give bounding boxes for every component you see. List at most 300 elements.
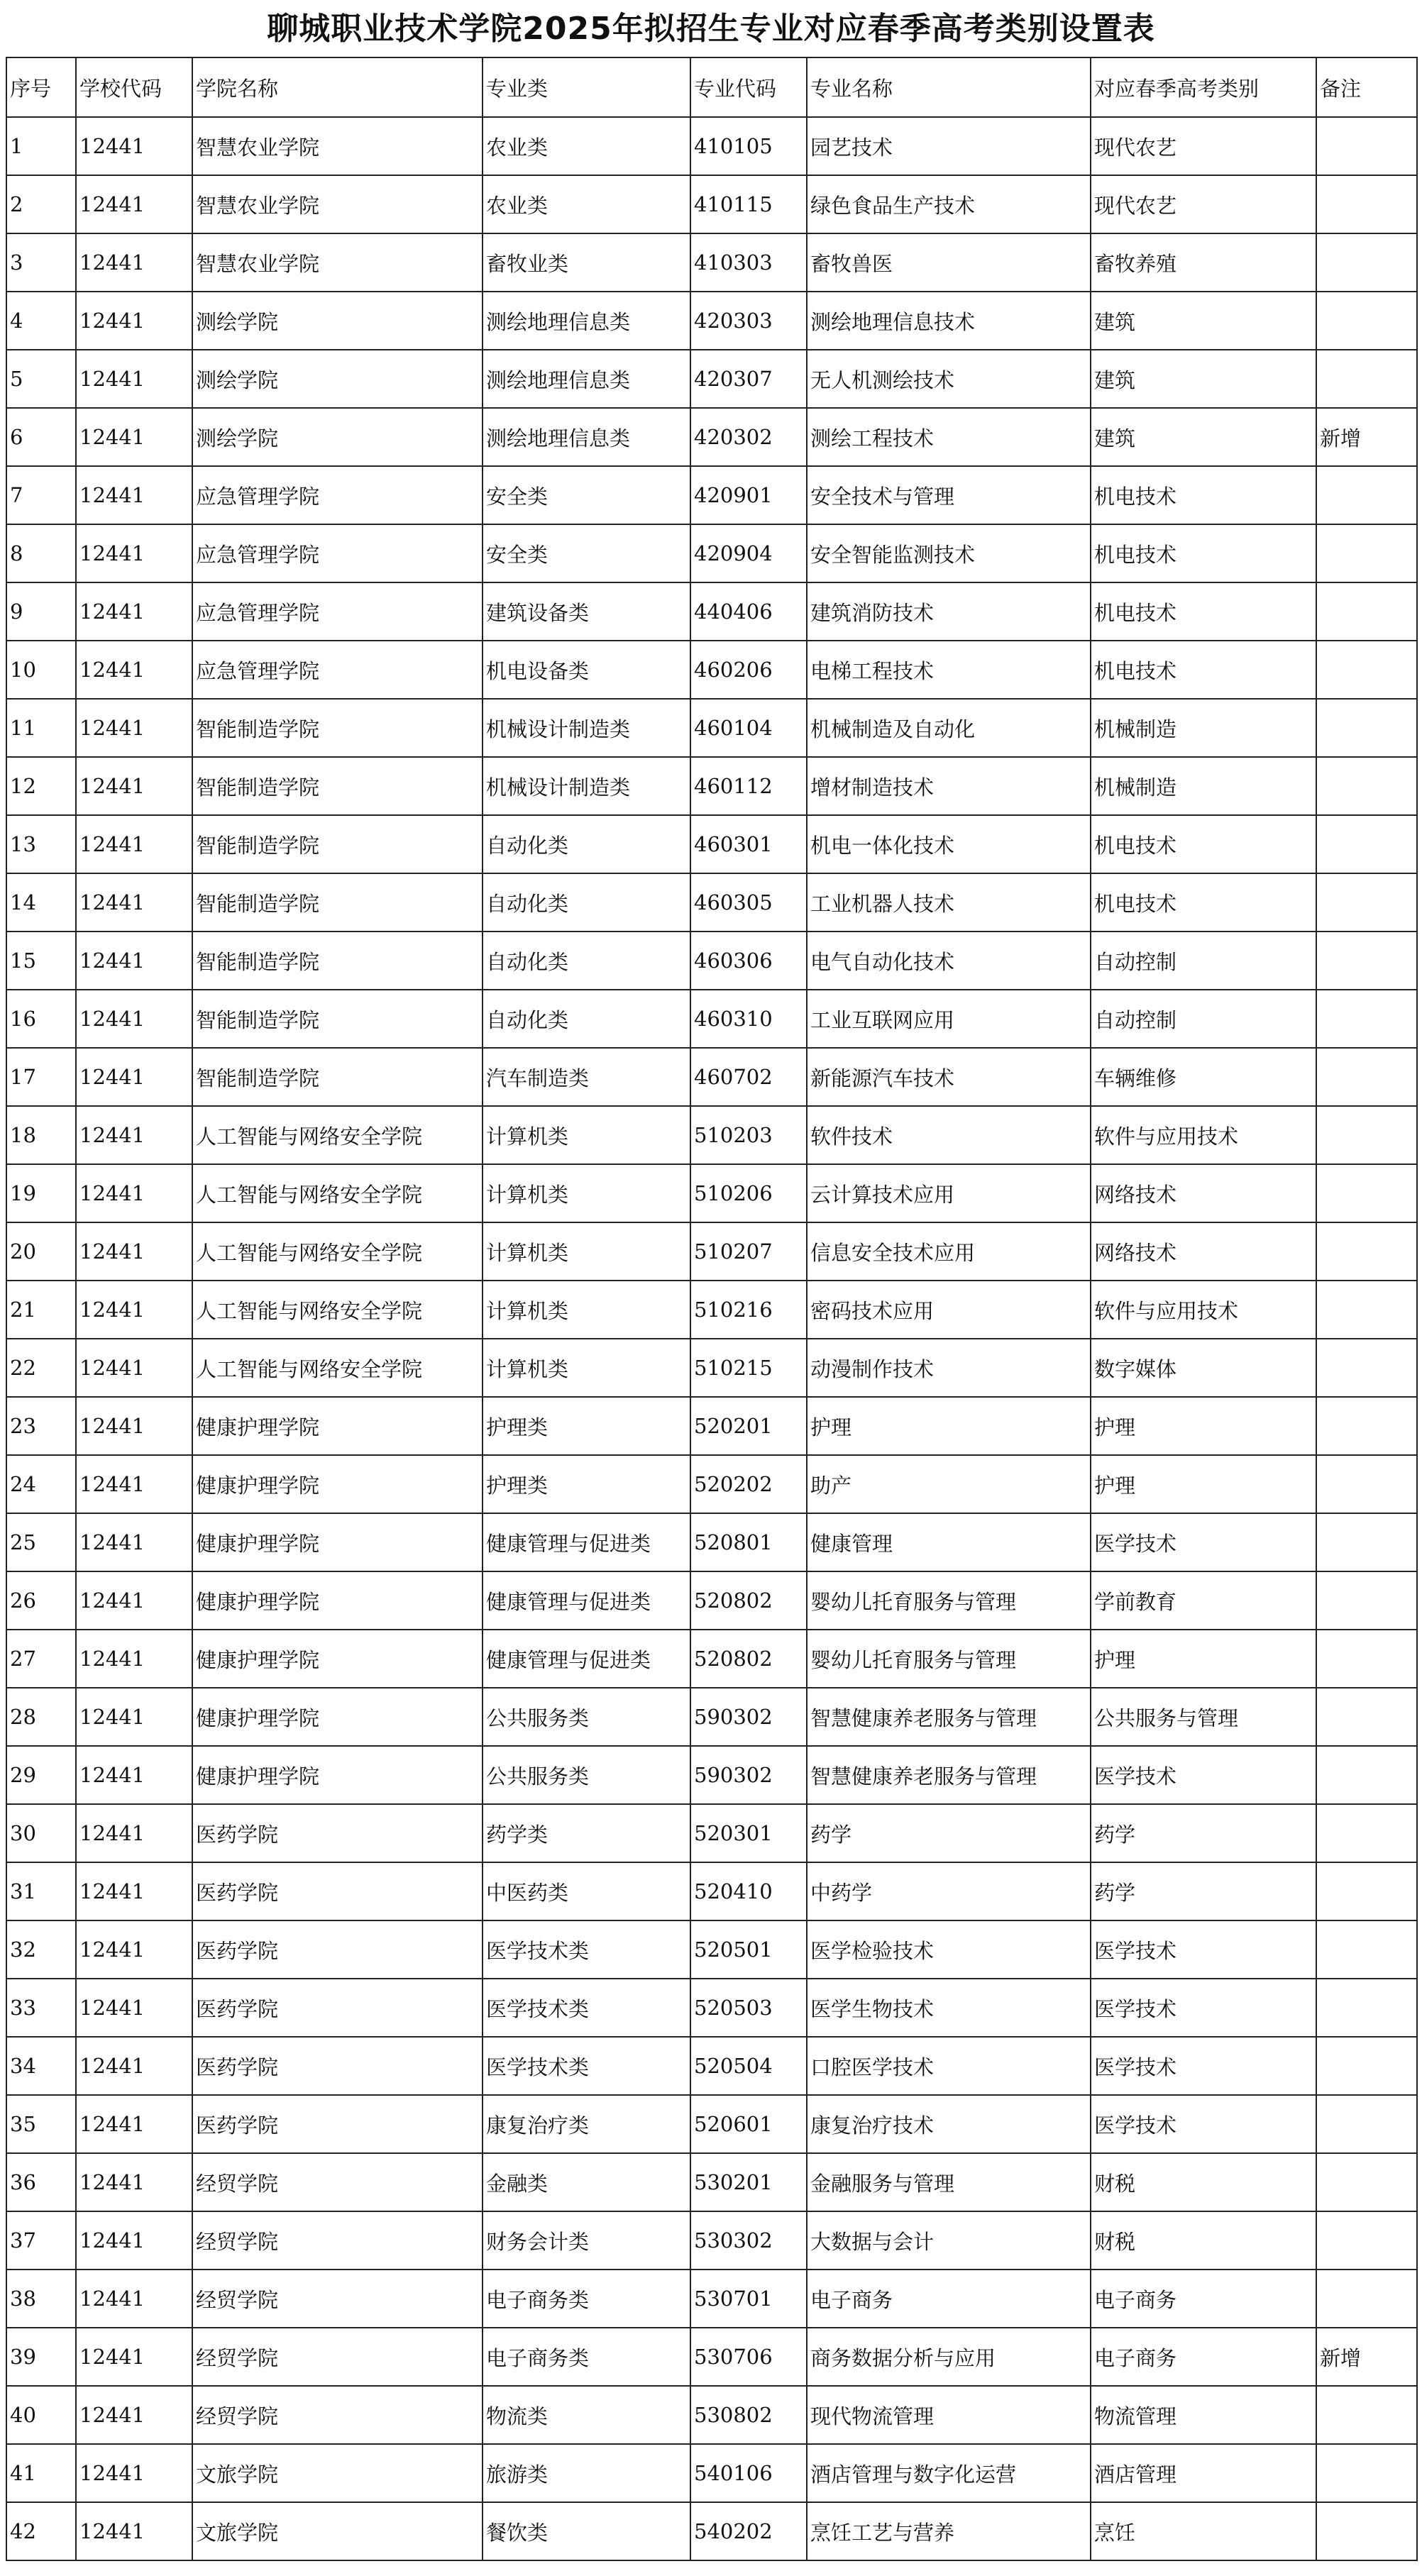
cell-major-code: 460206	[690, 641, 807, 699]
cell-major-name: 信息安全技术应用	[807, 1222, 1091, 1281]
cell-major-code: 510206	[690, 1164, 807, 1222]
cell-exam-category: 电子商务	[1091, 2270, 1316, 2328]
cell-exam-category: 机械制造	[1091, 757, 1316, 815]
cell-college-name: 测绘学院	[192, 350, 483, 408]
cell-major-category: 安全类	[483, 466, 690, 524]
cell-major-name: 无人机测绘技术	[807, 350, 1091, 408]
cell-school-code: 12441	[76, 932, 192, 990]
header-major-code: 专业代码	[690, 57, 807, 117]
cell-exam-category: 建筑	[1091, 350, 1316, 408]
cell-major-name: 智慧健康养老服务与管理	[807, 1746, 1091, 1804]
cell-index: 7	[6, 466, 76, 524]
cell-remarks	[1316, 990, 1417, 1048]
table-row	[6, 1630, 1417, 1688]
table-row	[6, 1339, 1417, 1397]
cell-school-code: 12441	[76, 408, 192, 466]
table-row	[6, 2153, 1417, 2211]
cell-major-name: 电梯工程技术	[807, 641, 1091, 699]
cell-school-code: 12441	[76, 582, 192, 641]
cell-school-code: 12441	[76, 699, 192, 757]
cell-major-name: 测绘工程技术	[807, 408, 1091, 466]
table-row	[6, 990, 1417, 1048]
cell-major-code: 520504	[690, 2037, 807, 2095]
cell-school-code: 12441	[76, 815, 192, 873]
cell-school-code: 12441	[76, 2386, 192, 2444]
cell-remarks	[1316, 2037, 1417, 2095]
cell-index: 26	[6, 1571, 76, 1630]
cell-major-code: 530201	[690, 2153, 807, 2211]
cell-remarks	[1316, 175, 1417, 233]
cell-major-name: 护理	[807, 1397, 1091, 1455]
table-row	[6, 1222, 1417, 1281]
cell-major-name: 电子商务	[807, 2270, 1091, 2328]
table-body	[6, 117, 1417, 2560]
cell-exam-category: 学前教育	[1091, 1571, 1316, 1630]
table-row	[6, 175, 1417, 233]
cell-index: 40	[6, 2386, 76, 2444]
table-row	[6, 408, 1417, 466]
cell-college-name: 健康护理学院	[192, 1746, 483, 1804]
cell-major-name: 园艺技术	[807, 117, 1091, 175]
cell-school-code: 12441	[76, 873, 192, 932]
cell-index: 39	[6, 2328, 76, 2386]
cell-major-code: 520202	[690, 1455, 807, 1513]
cell-school-code: 12441	[76, 466, 192, 524]
cell-college-name: 经贸学院	[192, 2328, 483, 2386]
cell-index: 14	[6, 873, 76, 932]
cell-college-name: 人工智能与网络安全学院	[192, 1106, 483, 1164]
table-row	[6, 1746, 1417, 1804]
cell-major-category: 汽车制造类	[483, 1048, 690, 1106]
cell-remarks	[1316, 815, 1417, 873]
cell-index: 8	[6, 524, 76, 582]
cell-exam-category: 医学技术	[1091, 1746, 1316, 1804]
cell-index: 15	[6, 932, 76, 990]
cell-major-category: 自动化类	[483, 990, 690, 1048]
cell-college-name: 医药学院	[192, 2095, 483, 2153]
cell-exam-category: 医学技术	[1091, 1979, 1316, 2037]
cell-major-category: 安全类	[483, 524, 690, 582]
cell-exam-category: 公共服务与管理	[1091, 1688, 1316, 1746]
cell-major-name: 云计算技术应用	[807, 1164, 1091, 1222]
table-row	[6, 1979, 1417, 2037]
cell-exam-category: 护理	[1091, 1455, 1316, 1513]
cell-remarks	[1316, 932, 1417, 990]
cell-major-category: 自动化类	[483, 873, 690, 932]
cell-index: 20	[6, 1222, 76, 1281]
cell-major-code: 590302	[690, 1746, 807, 1804]
cell-major-category: 医学技术类	[483, 2037, 690, 2095]
cell-major-code: 410105	[690, 117, 807, 175]
cell-major-category: 畜牧业类	[483, 233, 690, 292]
cell-major-name: 工业互联网应用	[807, 990, 1091, 1048]
cell-index: 42	[6, 2502, 76, 2560]
cell-index: 41	[6, 2444, 76, 2502]
cell-index: 34	[6, 2037, 76, 2095]
table-row	[6, 2444, 1417, 2502]
cell-college-name: 文旅学院	[192, 2502, 483, 2560]
cell-index: 35	[6, 2095, 76, 2153]
cell-remarks	[1316, 117, 1417, 175]
cell-remarks	[1316, 1455, 1417, 1513]
cell-major-name: 商务数据分析与应用	[807, 2328, 1091, 2386]
cell-major-code: 460305	[690, 873, 807, 932]
cell-major-code: 540202	[690, 2502, 807, 2560]
cell-index: 29	[6, 1746, 76, 1804]
cell-index: 31	[6, 1862, 76, 1920]
table-row	[6, 1281, 1417, 1339]
cell-major-code: 410115	[690, 175, 807, 233]
cell-exam-category: 自动控制	[1091, 932, 1316, 990]
cell-remarks	[1316, 1339, 1417, 1397]
cell-major-code: 460310	[690, 990, 807, 1048]
cell-major-name: 药学	[807, 1804, 1091, 1862]
cell-index: 19	[6, 1164, 76, 1222]
cell-school-code: 12441	[76, 2095, 192, 2153]
cell-index: 36	[6, 2153, 76, 2211]
cell-college-name: 经贸学院	[192, 2386, 483, 2444]
cell-school-code: 12441	[76, 524, 192, 582]
cell-college-name: 经贸学院	[192, 2211, 483, 2270]
table-row	[6, 350, 1417, 408]
cell-college-name: 应急管理学院	[192, 641, 483, 699]
cell-index: 6	[6, 408, 76, 466]
cell-major-code: 420904	[690, 524, 807, 582]
table-row	[6, 524, 1417, 582]
cell-major-name: 智慧健康养老服务与管理	[807, 1688, 1091, 1746]
cell-major-code: 520301	[690, 1804, 807, 1862]
cell-remarks	[1316, 1688, 1417, 1746]
table-row	[6, 2502, 1417, 2560]
cell-major-name: 口腔医学技术	[807, 2037, 1091, 2095]
cell-major-code: 530302	[690, 2211, 807, 2270]
cell-school-code: 12441	[76, 2328, 192, 2386]
cell-major-name: 酒店管理与数字化运营	[807, 2444, 1091, 2502]
cell-college-name: 应急管理学院	[192, 582, 483, 641]
cell-exam-category: 护理	[1091, 1397, 1316, 1455]
cell-exam-category: 医学技术	[1091, 2037, 1316, 2095]
cell-remarks	[1316, 757, 1417, 815]
cell-remarks	[1316, 641, 1417, 699]
table-row	[6, 1397, 1417, 1455]
cell-index: 22	[6, 1339, 76, 1397]
cell-college-name: 医药学院	[192, 1804, 483, 1862]
cell-index: 21	[6, 1281, 76, 1339]
cell-exam-category: 建筑	[1091, 292, 1316, 350]
cell-school-code: 12441	[76, 641, 192, 699]
cell-major-category: 农业类	[483, 175, 690, 233]
cell-major-category: 健康管理与促进类	[483, 1513, 690, 1571]
cell-major-name: 现代物流管理	[807, 2386, 1091, 2444]
cell-remarks	[1316, 582, 1417, 641]
cell-exam-category: 现代农艺	[1091, 175, 1316, 233]
cell-remarks	[1316, 2095, 1417, 2153]
cell-school-code: 12441	[76, 1281, 192, 1339]
cell-school-code: 12441	[76, 2444, 192, 2502]
cell-exam-category: 财税	[1091, 2211, 1316, 2270]
cell-major-code: 540106	[690, 2444, 807, 2502]
cell-remarks	[1316, 350, 1417, 408]
cell-college-name: 智能制造学院	[192, 932, 483, 990]
cell-school-code: 12441	[76, 1979, 192, 2037]
cell-remarks	[1316, 1106, 1417, 1164]
cell-index: 2	[6, 175, 76, 233]
cell-major-name: 中药学	[807, 1862, 1091, 1920]
cell-index: 17	[6, 1048, 76, 1106]
header-major-name: 专业名称	[807, 57, 1091, 117]
cell-exam-category: 机电技术	[1091, 641, 1316, 699]
cell-major-category: 计算机类	[483, 1164, 690, 1222]
cell-school-code: 12441	[76, 292, 192, 350]
cell-major-category: 公共服务类	[483, 1688, 690, 1746]
cell-exam-category: 财税	[1091, 2153, 1316, 2211]
cell-remarks	[1316, 2211, 1417, 2270]
cell-remarks	[1316, 233, 1417, 292]
cell-index: 10	[6, 641, 76, 699]
cell-college-name: 健康护理学院	[192, 1397, 483, 1455]
cell-exam-category: 软件与应用技术	[1091, 1281, 1316, 1339]
cell-school-code: 12441	[76, 175, 192, 233]
cell-major-category: 计算机类	[483, 1281, 690, 1339]
cell-remarks	[1316, 1746, 1417, 1804]
cell-school-code: 12441	[76, 2270, 192, 2328]
cell-school-code: 12441	[76, 2153, 192, 2211]
cell-remarks	[1316, 1048, 1417, 1106]
cell-major-name: 安全智能监测技术	[807, 524, 1091, 582]
cell-major-code: 520601	[690, 2095, 807, 2153]
cell-college-name: 智能制造学院	[192, 699, 483, 757]
cell-major-name: 烹饪工艺与营养	[807, 2502, 1091, 2560]
table-row	[6, 292, 1417, 350]
cell-school-code: 12441	[76, 117, 192, 175]
cell-index: 16	[6, 990, 76, 1048]
cell-major-code: 530802	[690, 2386, 807, 2444]
cell-college-name: 文旅学院	[192, 2444, 483, 2502]
cell-index: 3	[6, 233, 76, 292]
cell-major-category: 医学技术类	[483, 1979, 690, 2037]
table-row	[6, 1688, 1417, 1746]
cell-remarks: 新增	[1316, 2328, 1417, 2386]
table-row	[6, 757, 1417, 815]
cell-index: 4	[6, 292, 76, 350]
table-row	[6, 2037, 1417, 2095]
cell-major-category: 健康管理与促进类	[483, 1571, 690, 1630]
cell-major-name: 建筑消防技术	[807, 582, 1091, 641]
cell-index: 30	[6, 1804, 76, 1862]
cell-major-code: 420303	[690, 292, 807, 350]
cell-exam-category: 数字媒体	[1091, 1339, 1316, 1397]
cell-major-category: 康复治疗类	[483, 2095, 690, 2153]
cell-remarks	[1316, 699, 1417, 757]
cell-major-name: 医学检验技术	[807, 1920, 1091, 1979]
cell-major-category: 护理类	[483, 1455, 690, 1513]
cell-college-name: 健康护理学院	[192, 1513, 483, 1571]
cell-major-code: 410303	[690, 233, 807, 292]
cell-college-name: 医药学院	[192, 1862, 483, 1920]
cell-major-category: 健康管理与促进类	[483, 1630, 690, 1688]
cell-major-category: 测绘地理信息类	[483, 408, 690, 466]
cell-major-code: 460702	[690, 1048, 807, 1106]
table-row	[6, 1106, 1417, 1164]
cell-index: 27	[6, 1630, 76, 1688]
cell-major-code: 420307	[690, 350, 807, 408]
table-row	[6, 1862, 1417, 1920]
header-exam-category: 对应春季高考类别	[1091, 57, 1316, 117]
cell-major-code: 460112	[690, 757, 807, 815]
cell-school-code: 12441	[76, 1048, 192, 1106]
cell-major-code: 460104	[690, 699, 807, 757]
cell-school-code: 12441	[76, 1804, 192, 1862]
cell-major-code: 420302	[690, 408, 807, 466]
cell-major-name: 软件技术	[807, 1106, 1091, 1164]
cell-exam-category: 畜牧养殖	[1091, 233, 1316, 292]
cell-major-category: 物流类	[483, 2386, 690, 2444]
cell-school-code: 12441	[76, 233, 192, 292]
cell-exam-category: 现代农艺	[1091, 117, 1316, 175]
cell-college-name: 医药学院	[192, 1979, 483, 2037]
cell-major-category: 财务会计类	[483, 2211, 690, 2270]
table-row	[6, 2211, 1417, 2270]
cell-index: 38	[6, 2270, 76, 2328]
table-row	[6, 2270, 1417, 2328]
cell-major-code: 530701	[690, 2270, 807, 2328]
cell-major-code: 520501	[690, 1920, 807, 1979]
cell-major-category: 自动化类	[483, 815, 690, 873]
cell-college-name: 智慧农业学院	[192, 117, 483, 175]
cell-major-name: 增材制造技术	[807, 757, 1091, 815]
cell-major-code: 420901	[690, 466, 807, 524]
cell-school-code: 12441	[76, 1397, 192, 1455]
cell-remarks	[1316, 873, 1417, 932]
cell-exam-category: 软件与应用技术	[1091, 1106, 1316, 1164]
cell-school-code: 12441	[76, 2211, 192, 2270]
cell-major-code: 510216	[690, 1281, 807, 1339]
cell-exam-category: 机电技术	[1091, 815, 1316, 873]
cell-major-category: 电子商务类	[483, 2270, 690, 2328]
cell-exam-category: 药学	[1091, 1804, 1316, 1862]
cell-index: 24	[6, 1455, 76, 1513]
cell-major-name: 新能源汽车技术	[807, 1048, 1091, 1106]
cell-college-name: 智慧农业学院	[192, 233, 483, 292]
cell-remarks	[1316, 1222, 1417, 1281]
table-row	[6, 2328, 1417, 2386]
cell-college-name: 测绘学院	[192, 292, 483, 350]
cell-major-name: 婴幼儿托育服务与管理	[807, 1630, 1091, 1688]
cell-remarks	[1316, 2153, 1417, 2211]
cell-exam-category: 车辆维修	[1091, 1048, 1316, 1106]
cell-college-name: 测绘学院	[192, 408, 483, 466]
cell-major-code: 460301	[690, 815, 807, 873]
cell-college-name: 经贸学院	[192, 2270, 483, 2328]
table-row	[6, 932, 1417, 990]
cell-college-name: 人工智能与网络安全学院	[192, 1339, 483, 1397]
cell-exam-category: 医学技术	[1091, 1513, 1316, 1571]
cell-college-name: 健康护理学院	[192, 1630, 483, 1688]
cell-college-name: 智能制造学院	[192, 757, 483, 815]
cell-college-name: 人工智能与网络安全学院	[192, 1281, 483, 1339]
cell-major-code: 520802	[690, 1571, 807, 1630]
cell-major-category: 医学技术类	[483, 1920, 690, 1979]
table-row	[6, 1455, 1417, 1513]
cell-exam-category: 建筑	[1091, 408, 1316, 466]
table-row	[6, 815, 1417, 873]
cell-major-name: 机电一体化技术	[807, 815, 1091, 873]
cell-college-name: 智能制造学院	[192, 1048, 483, 1106]
cell-major-category: 机械设计制造类	[483, 757, 690, 815]
header-remarks: 备注	[1316, 57, 1417, 117]
cell-exam-category: 网络技术	[1091, 1222, 1316, 1281]
cell-remarks	[1316, 292, 1417, 350]
cell-major-code: 590302	[690, 1688, 807, 1746]
cell-major-category: 计算机类	[483, 1339, 690, 1397]
cell-college-name: 医药学院	[192, 2037, 483, 2095]
cell-exam-category: 机电技术	[1091, 873, 1316, 932]
cell-remarks	[1316, 1571, 1417, 1630]
cell-school-code: 12441	[76, 1222, 192, 1281]
cell-exam-category: 医学技术	[1091, 1920, 1316, 1979]
cell-major-category: 计算机类	[483, 1222, 690, 1281]
cell-school-code: 12441	[76, 757, 192, 815]
cell-major-category: 金融类	[483, 2153, 690, 2211]
cell-index: 28	[6, 1688, 76, 1746]
cell-school-code: 12441	[76, 1571, 192, 1630]
cell-school-code: 12441	[76, 1164, 192, 1222]
cell-major-code: 520503	[690, 1979, 807, 2037]
cell-exam-category: 机电技术	[1091, 466, 1316, 524]
cell-exam-category: 护理	[1091, 1630, 1316, 1688]
table-row	[6, 699, 1417, 757]
cell-remarks	[1316, 1513, 1417, 1571]
cell-major-code: 510203	[690, 1106, 807, 1164]
cell-exam-category: 网络技术	[1091, 1164, 1316, 1222]
cell-college-name: 经贸学院	[192, 2153, 483, 2211]
cell-major-category: 测绘地理信息类	[483, 292, 690, 350]
cell-school-code: 12441	[76, 990, 192, 1048]
cell-index: 37	[6, 2211, 76, 2270]
cell-major-category: 护理类	[483, 1397, 690, 1455]
cell-major-code: 520201	[690, 1397, 807, 1455]
cell-exam-category: 物流管理	[1091, 2386, 1316, 2444]
table-row	[6, 1571, 1417, 1630]
header-index: 序号	[6, 57, 76, 117]
cell-index: 33	[6, 1979, 76, 2037]
cell-school-code: 12441	[76, 1455, 192, 1513]
cell-school-code: 12441	[76, 1630, 192, 1688]
cell-remarks	[1316, 1920, 1417, 1979]
cell-major-name: 金融服务与管理	[807, 2153, 1091, 2211]
header-college-name: 学院名称	[192, 57, 483, 117]
cell-major-category: 农业类	[483, 117, 690, 175]
cell-major-code: 440406	[690, 582, 807, 641]
cell-index: 9	[6, 582, 76, 641]
cell-major-code: 520410	[690, 1862, 807, 1920]
cell-major-name: 医学生物技术	[807, 1979, 1091, 2037]
cell-major-name: 绿色食品生产技术	[807, 175, 1091, 233]
cell-remarks: 新增	[1316, 408, 1417, 466]
cell-index: 12	[6, 757, 76, 815]
table-row	[6, 2386, 1417, 2444]
cell-remarks	[1316, 1630, 1417, 1688]
page-title: 聊城职业技术学院2025年拟招生专业对应春季高考类别设置表	[267, 11, 1155, 47]
table-row	[6, 1513, 1417, 1571]
cell-major-name: 密码技术应用	[807, 1281, 1091, 1339]
cell-exam-category: 医学技术	[1091, 2095, 1316, 2153]
cell-major-name: 健康管理	[807, 1513, 1091, 1571]
cell-college-name: 人工智能与网络安全学院	[192, 1222, 483, 1281]
cell-remarks	[1316, 2444, 1417, 2502]
cell-college-name: 医药学院	[192, 1920, 483, 1979]
cell-major-name: 畜牧兽医	[807, 233, 1091, 292]
